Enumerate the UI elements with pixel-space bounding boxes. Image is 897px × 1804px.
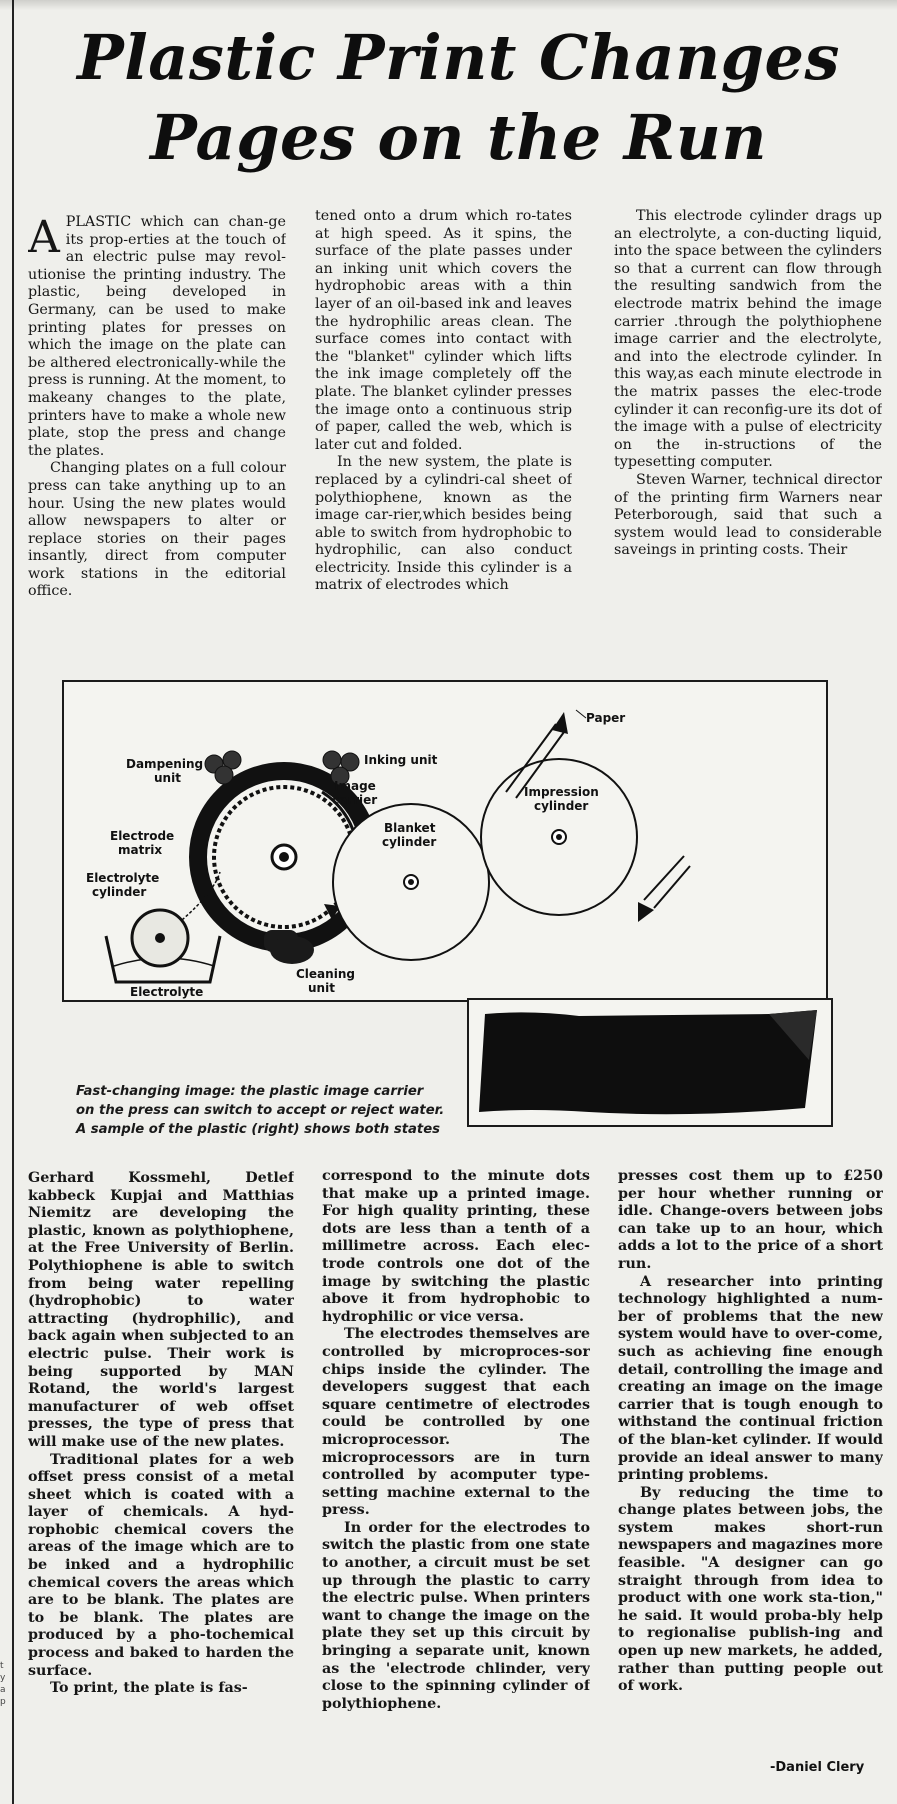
- article-column-1: [28, 214, 286, 666]
- press-diagram-svg: [64, 682, 826, 1000]
- label-image: Image: [334, 779, 376, 793]
- article-column-5: [322, 1168, 590, 1770]
- paragraph: To print, the plate is fas-: [50, 1680, 248, 1697]
- caption-line-3: A sample of the plastic (right) shows both states: [76, 1122, 440, 1137]
- headline: [20, 18, 897, 178]
- label-paper: Paper: [586, 711, 626, 725]
- paragraph: Changing plates on a full colour press can take anything up to an hour. Using the new plates would allow newspapers to alter or replace stories on their pages insantly, direct from computer work stations in the editorial office.: [28, 460, 286, 600]
- paragraph: In order for the electrodes to switch the plastic from one state to another, a circuit must be set up through the plastic to carry the electric pulse. When printers want to change the image on the plate they set up this circuit by bringing a separate unit, known as the 'electrode chlinder, very close to the spinning cylinder of polythiophene.: [322, 1519, 590, 1712]
- paragraph: Traditional plates for a web offset press consist of a metal sheet which is coated with a layer of chemicals. A hyd-rophobic chemical covers the areas of the image which are to be inked and a hydrophilic chemical covers the areas which are to be blank. The plates are to be blank. The plates are produced by a pho-tochemical process and baked to harden the surface.: [28, 1451, 294, 1679]
- paragraph: tened onto a drum which ro-tates at high speed. As it spins, the surface of the plate passes under an inking unit which covers the hydrophobic areas with a thin layer of an oil-based ink and leaves the hydrophilic areas clean. The surface comes into contact with the "blanket" cylinder which lifts the ink image completely off the plate. The blanket cylinder presses the image onto a continuous strip of paper, called the web, which is later cut and folded.: [315, 208, 572, 453]
- scan-edge: [0, 0, 897, 10]
- byline: -Daniel Clery: [770, 1760, 865, 1775]
- drop-cap: A: [28, 214, 60, 263]
- label-electrolyte-cylinder: Electrolyte: [86, 871, 160, 885]
- article-column-6: [618, 1168, 883, 1756]
- paragraph: This electrode cylinder drags up an electrolyte, a con-ducting liquid, into the space between the cylinders so that a current can flow through the resulting sandwich from the electrode matrix behind the image carrier .through the polythiophene image carrier and the electrolyte, and into the electrode cylinder. In this way,as each minute electrode in the matrix passes the elec-trode cylinder it can reconfig-ure its dot of the image with a pulse of electricity on the in-structions of the typesetting computer.: [614, 208, 882, 471]
- label-cleaning-unit: unit: [308, 981, 335, 995]
- label-electrode: Electrode: [110, 829, 175, 843]
- paragraph: correspond to the minute dots that make up a printed image. For high quality printing, these dots are less than a tenth of a millimetre across. Each elec-trode controls one dot of the image by switching the plastic above it from hydrophobic to hydrophilic or vice versa.: [322, 1168, 590, 1325]
- label-carrier: carrier: [332, 793, 378, 807]
- paragraph: presses cost them up to £250 per hour whether running or idle. Change-overs between jobs can take up to an hour, which adds a lot to the price of a short run.: [618, 1168, 883, 1272]
- paragraph: Steven Warner, technical director of the printing firm Warners near Peterborough, said that such a system would lead to considerable saveings in printing costs. Their: [614, 471, 882, 559]
- label-electrolyte: Electrolyte: [130, 985, 204, 999]
- article-column-2: [315, 208, 572, 666]
- label-impression-cylinder: cylinder: [534, 799, 589, 813]
- label-inking-unit: Inking unit: [364, 753, 438, 767]
- paragraph: In the new system, the plate is replaced by a cylindri-cal sheet of polythiophene, known as the image car-rier,which besides being able to switch from hydrophobic to hydrophilic, can also conduct electricity. Inside this cylinder is a matrix of electrodes which: [315, 454, 572, 594]
- label-impression: Impression: [524, 785, 599, 799]
- plastic-sample: [479, 1010, 817, 1114]
- plastic-sample-svg: [469, 1000, 831, 1125]
- headline-line-1: Plastic Print Changes: [77, 21, 840, 94]
- label-cleaning: Cleaning: [296, 967, 355, 981]
- plastic-sample-photo: [467, 998, 833, 1127]
- label-dampening: Dampening: [126, 757, 204, 771]
- paragraph: The electrodes themselves are controlled by microproces-sor chips inside the cylinder. The developers suggest that each square centimetre of electrodes could be controlled by one microprocessor. The microprocessors are in turn controlled by acomputer type-setting machine external to the press.: [322, 1326, 590, 1519]
- label-blanket-cylinder: cylinder: [382, 835, 437, 849]
- paragraph: By reducing the time to change plates between jobs, the system makes short-run newspapers and magazines more feasible. "A designer can go straight through from idea to product with one work sta-tion," he said. It would proba-bly help to regionalise publish-ing and open up new markets, he added, rather than putting people out of work.: [618, 1484, 883, 1695]
- column-rule: [12, 0, 14, 1804]
- label-blanket: Blanket: [384, 821, 436, 835]
- paragraph: Gerhard Kossmehl, Detlef kabbeck Kupjai and Matthias Niemitz are developing the plastic, known as polythiophene, at the Free University of Berlin. Polythiophene is able to switch from being water repelling (hydrophobic) to water attracting (hydrophilic), and back again when subjected to an electric pulse. Their work is being supported by MAN Rotand, the world's largest manufacturer of web offset presses, the type of press that will make use of the new plates.: [28, 1170, 294, 1450]
- paragraph: APLASTIC which can chan-ge its prop-erties at the touch of an electric pulse may revol-utionise the printing industry. The plastic, being developed in Germany, can be used to make printing plates for presses on which the image on the plate can be althered electronically-while the press is running. At the moment, to makeany changes to the plate, printers have to make a whole new plate, stop the press and change the plates.: [28, 214, 286, 459]
- article-column-4: [28, 1170, 294, 1770]
- paragraph: A researcher into printing technology highlighted a num-ber of problems that the new system would have to over-come, such as achieving fine enough detail, controlling the image and creating an image on the image carrier that is tough enough to withstand the continual friction of the blan-ket cylinder. If would provide an ideal answer to many printing problems.: [618, 1273, 883, 1484]
- electrolyte-axle: [155, 933, 165, 943]
- label-dampening-unit: unit: [154, 771, 181, 785]
- headline-line-2: Pages on the Run: [150, 101, 767, 174]
- caption-line-1: Fast-changing image: the plastic image carrier: [76, 1084, 424, 1099]
- axle-center: [279, 852, 289, 862]
- margin-marks: t y a p: [0, 1661, 6, 1707]
- figure-caption: [76, 1082, 456, 1139]
- article-column-3: [614, 208, 882, 666]
- press-diagram: [62, 680, 828, 1002]
- label-electrolyte-cylinder-2: cylinder: [92, 885, 147, 899]
- caption-line-2: on the press can switch to accept or reject water.: [76, 1103, 445, 1118]
- label-matrix: matrix: [118, 843, 163, 857]
